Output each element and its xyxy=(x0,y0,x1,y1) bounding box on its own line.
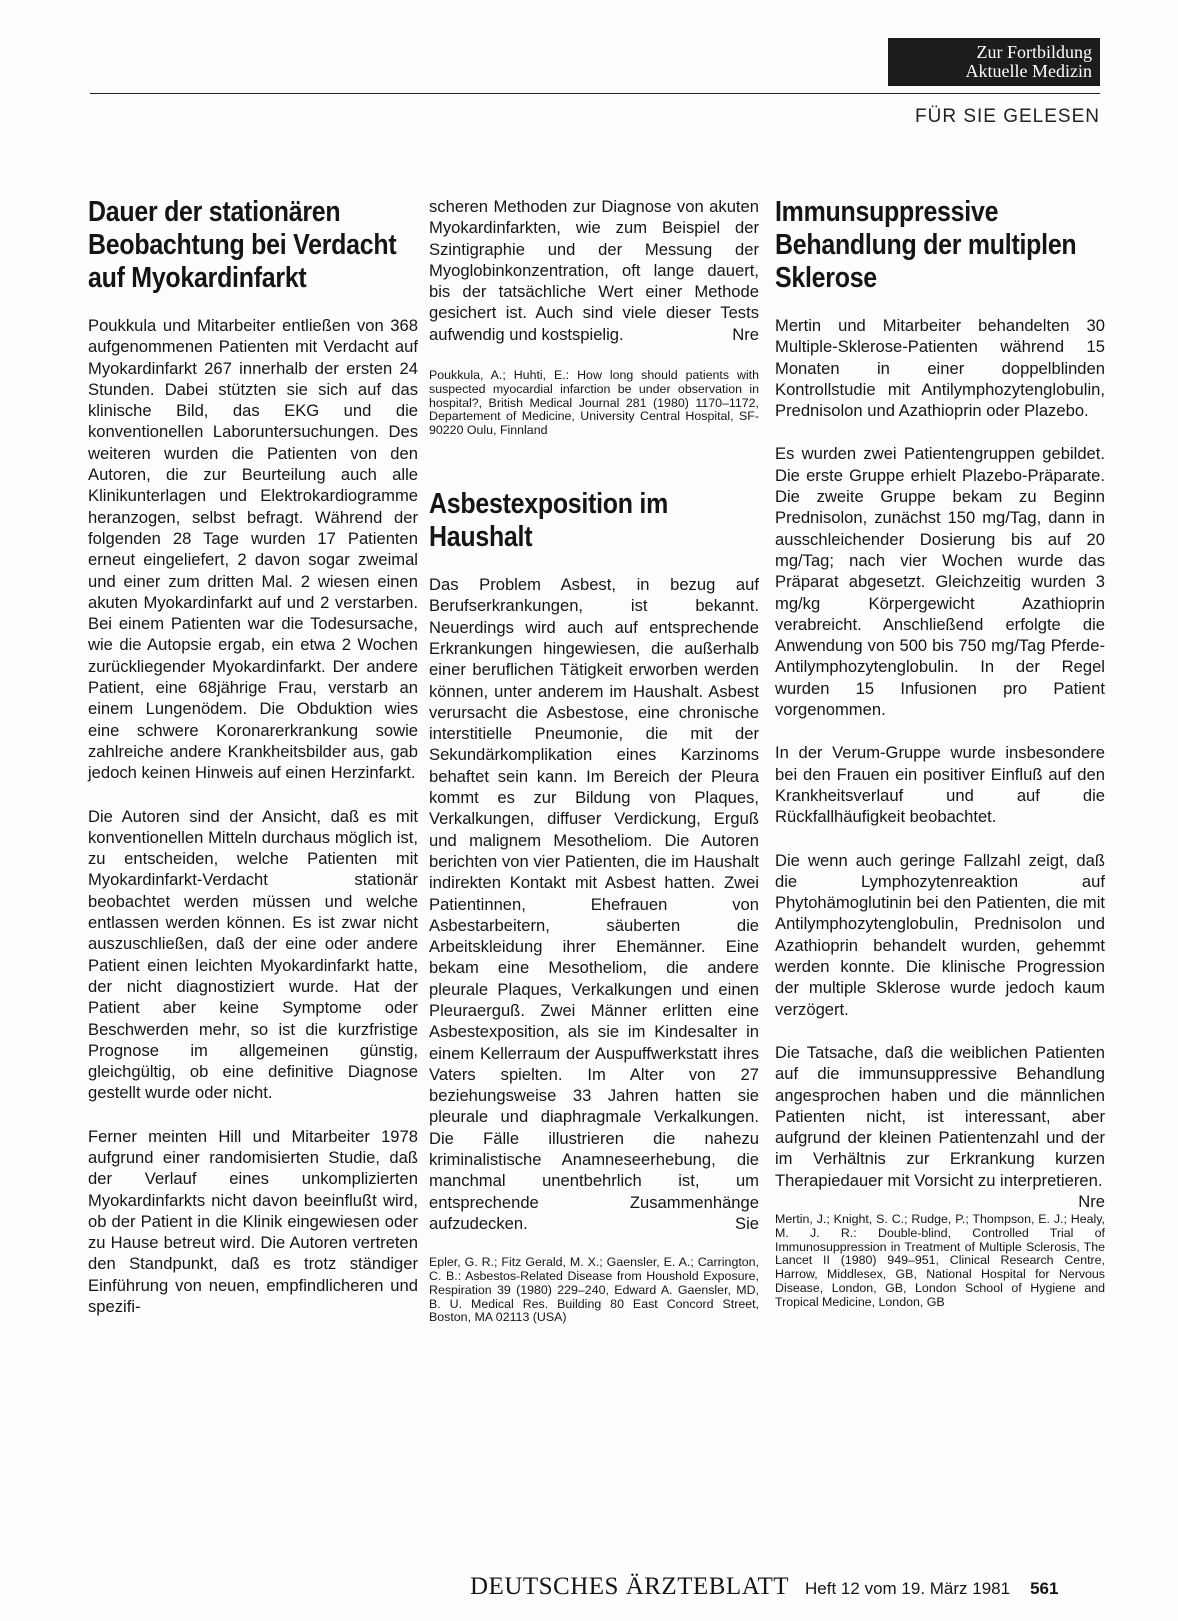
article-1-paragraph-2: Die Autoren sind der Ansicht, daß es mit konventionellen Mitteln durchaus möglich ist, zu entscheiden, welche Patienten mit Myokardinfarkt-Verdacht stationär beobachtet werden müssen und welche entlassen werden können. Es ist zwar nicht auszuschließen, daß der eine oder andere Patient einen leichten Myokardinfarkt hatte, der nicht diagnostiziert wurde. Hat der Patient aber keine Symptome oder Beschwerden mehr, so ist die kurzfristige Prognose im allgemeinen günstig, gleichgültig, ob eine definitive Diagnose gestellt wurde oder nicht. xyxy=(88,806,418,1103)
article-3-reference: Mertin, J.; Knight, S. C.; Rudge, P.; Thompson, E. J.; Healy, M. J. R.: Double-blind, Controlled Trial of Immunosuppression in Treatment of Multiple Sclerosis, The Lancet II (1980) 949–951, Clinical Research Centre, Harrow, Middlesex, GB, National Hospital for Nervous Disease, London, GB, London School of Hygiene and Tropical Medicine, London, GB xyxy=(775,1211,1105,1309)
article-1-paragraph-1: Poukkula und Mitarbeiter entließen von 368 aufgenommenen Patienten mit Verdacht auf Myokardinfarkt 267 innerhalb der ersten 24 Stunden. Dabei stützten sie sich auf das klinische Bild, das EKG und die konventionellen Laboruntersuchungen. Des weiteren wurden die Patienten von den Autoren, die zur Beurteilung auch alle Klinikunterlagen und Elektrokardiogramme heranzogen, selbst befragt. Während der folgenden 28 Tage wurden 17 Patienten erneut eingeliefert, 2 davon sogar zweimal und einer zum dritten Mal. 2 wiesen einen akuten Myokardinfarkt auf und 2 verstarben. Bei einem Patienten war die Todesursache, wie die Autopsie ergab, ein etwa 2 Wochen zurückliegender Myokardinfarkt. Der andere Patient, eine 68jährige Frau, verstarb an einem Lungenödem. Die Obduktion wies eine schwere Koronarerkrankung sowie zahlreiche andere Krankheitsbilder aus, gab jedoch keinen Hinweis auf einen Herzinfarkt. xyxy=(88,316,418,783)
header-rule xyxy=(90,93,1100,94)
article-2-paragraph-1 xyxy=(429,574,759,1234)
article-1-paragraph-3: Ferner meinten Hill und Mitarbeiter 1978 aufgrund einer randomisierten Studie, daß der Verlauf eines unkomplizierten Myokardinfarkts nicht davon beeinflußt wird, ob der Patient in die Klinik eingewiesen oder zu Hause betreut wird. Die Autoren vertreten den Standpunkt, daß es trotz ständiger Einführung von neuen, empfindlicheren und spezifi- xyxy=(88,1126,418,1317)
page-footer xyxy=(470,1573,1058,1601)
article-1-signature: Nre xyxy=(732,324,759,344)
article-3-title: Immunsuppressive Behandlung der multiplen Sklerose xyxy=(775,196,1077,294)
article-3-paragraph-3: In der Verum-Gruppe wurde insbesondere bei den Frauen ein positiver Einfluß auf den Krankheitsverlauf und auf die Rückfallhäufigkeit beobachtet. xyxy=(775,743,1105,827)
journal-name: DEUTSCHES ÄRZTEBLATT xyxy=(470,1573,790,1600)
article-1-title: Dauer der stationären Beobachtung bei Verdacht auf Myokardinfarkt xyxy=(88,196,397,294)
category-line-2: Aktuelle Medizin xyxy=(965,61,1092,81)
issue-info: Heft 12 vom 19. März 1981 xyxy=(805,1579,1011,1598)
column-3 xyxy=(775,196,1105,1332)
article-3-paragraph-2: Es wurden zwei Patientengruppen gebildet. Die erste Gruppe erhielt Plazebo-Präparate. Die zweite Gruppe bekam zu Beginn Prednisolon, zunächst 150 mg/Tag, dann in ausschleichender Dosierung bis auf 20 mg/Tag; nach vier Wochen wurde das Präparat abgesetzt. Gleichzeitig wurden 3 mg/kg Körpergewicht Azathioprin verabreicht. Anschließend erfolgte die Anwendung von 500 bis 750 mg/Tag Pferde-Antilymphozytenglobulin. In der Regel wurden 15 Infusionen pro Patient vorgenommen. xyxy=(775,444,1105,720)
column-2 xyxy=(429,196,759,1347)
article-2-signature: Sie xyxy=(735,1213,759,1233)
article-2-p1-text: Das Problem Asbest, in bezug auf Berufserkrankungen, ist bekannt. Neuerdings wird auch auf entsprechende Erkrankungen hingewiesen, die außerhalb einer beruflichen Tätigkeit erworben werden können, unter anderem im Haushalt. Asbest verursacht die Asbestose, eine chronische interstitielle Pneumonie, die mit der Sekundärkomplikation eines Karzinoms behaftet sein kann. Im Bereich der Pleura kommt es zur Bildung von Plaques, Verkalkungen, diffuser Verdickung, Erguß und malignem Mesotheliom. Die Autoren berichten von vier Patienten, die im Haushalt indirekten Kontakt mit Asbest hatten. Zwei Patientinnen, Ehefrauen von Asbestarbeitern, säuberten die Arbeitskleidung ihrer Ehemänner. Eine bekam eine Mesotheliom, die andere pleurale Plaques, Verkalkungen und einen Pleuraerguß. Zwei Männer erlitten eine Asbestexposition, als sie im Kindesalter in einem Kellerraum der Auspuffwerkstatt ihres Vaters spielten. Im Alter von 27 beziehungsweise 33 Jahren hatten sie pleurale und diaphragmale Verkalkungen. Die Fälle illustrieren die nahezu kriminalistische Anamneseerhebung, die manchmal unentbehrlich ist, um entsprechende Zusammenhänge aufzudecken. xyxy=(429,575,759,1233)
article-2-reference: Epler, G. R.; Fitz Gerald, M. X.; Gaensler, E. A.; Carrington, C. B.: Asbestos-Related Disease from Houshold Exposure, Respiration 39 (1980) 229–240, Edward A. Gaensler, MD, B. U. Medical Res. Building 80 East Concord Street, Boston, MA 02113 (USA) xyxy=(429,1255,759,1325)
category-line-1: Zur Fortbildung xyxy=(976,42,1092,62)
article-1-p4-text: scheren Methoden zur Diagnose von akuten Myokardinfarkten, wie zum Beispiel der Szintigraphie und der Messung der Myoglobinkonzentration, oft lange dauert, bis der tatsächliche Wert einer Methode gesichert ist. Auch sind viele dieser Tests aufwendig und kostspielig. xyxy=(429,197,759,344)
article-3-paragraph-1: Mertin und Mitarbeiter behandelten 30 Multiple-Sklerose-Patienten während 15 Monaten in einer doppelblinden Kontrollstudie mit Antilymphozytenglobulin, Prednisolon und Azathioprin oder Plazebo. xyxy=(775,316,1105,421)
article-3-paragraph-4: Die wenn auch geringe Fallzahl zeigt, daß die Lymphozytenreaktion auf Phytohämoglutinin bei den Patienten, die mit Antilymphozytenglobulin, Prednisolon und Azathioprin behandelt wurden, gehemmt werden konnte. Die klinische Progression der multiple Sklerose wurde jedoch kaum verzögert. xyxy=(775,850,1105,1019)
article-2-title: Asbestexposition im Haushalt xyxy=(429,488,669,554)
page-number: 561 xyxy=(1030,1579,1059,1598)
section-label: FÜR SIE GELESEN xyxy=(915,106,1100,127)
category-box xyxy=(888,38,1100,86)
article-3-signature: Nre xyxy=(1078,1191,1105,1211)
article-3-p5-text: Die Tatsache, daß die weiblichen Patienten auf die immunsuppressive Behandlung angesprochen haben und die männlichen Patienten nicht, ist interessant, aber aufgrund der kleinen Patientenzahl und der im Verhältnis zur Erkrankung kurzen Therapiedauer mit Vorsicht zu interpretieren. xyxy=(775,1042,1105,1190)
column-1 xyxy=(88,196,418,1339)
article-1-reference: Poukkula, A.; Huhti, E.: How long should patients with suspected myocardial infarction be under observation in hospital?, British Medical Journal 281 (1980) 1170–1172, Departement of Medicine, University Central Hospital, SF-90220 Oulu, Finnland xyxy=(429,368,759,438)
article-3-paragraph-5 xyxy=(775,1042,1105,1211)
article-1-paragraph-4 xyxy=(429,196,759,345)
